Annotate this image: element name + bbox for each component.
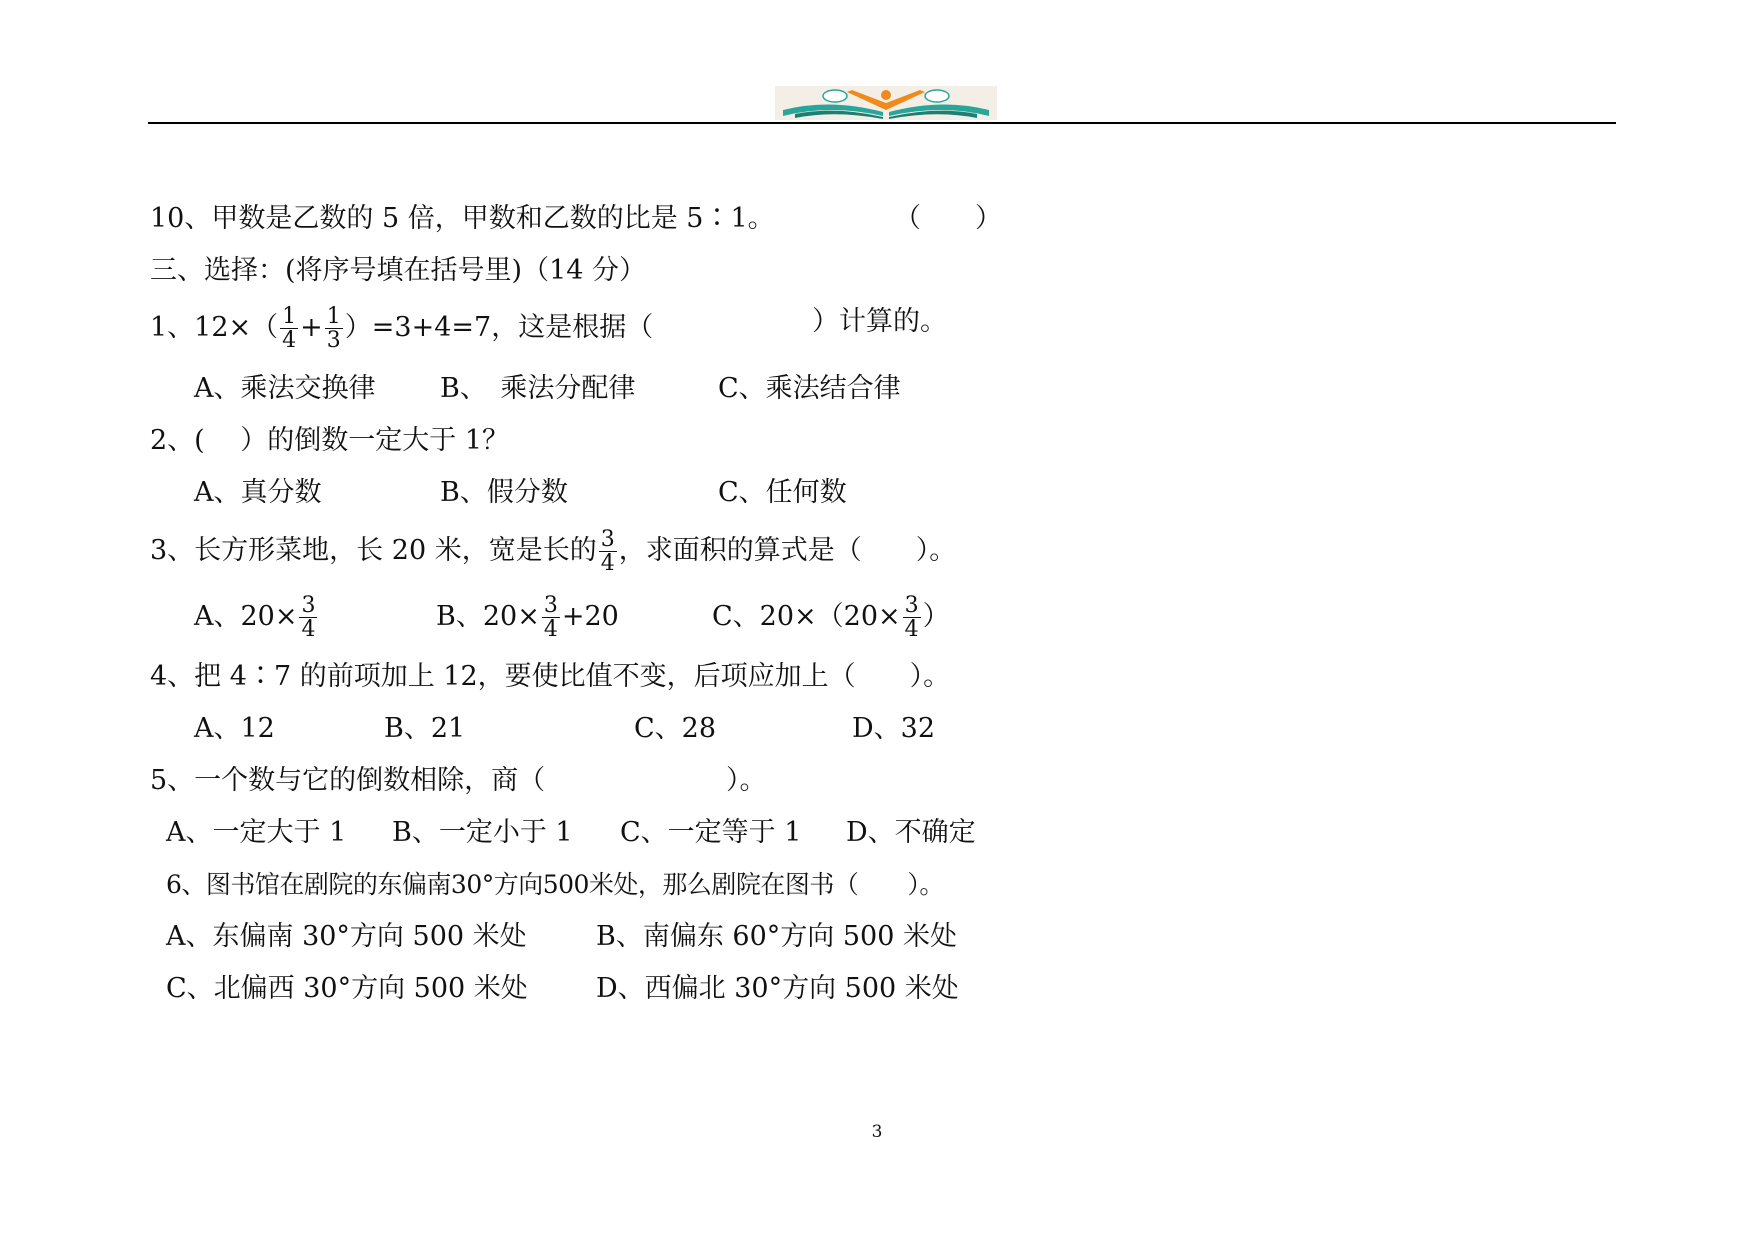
option: A、20× $\frac{3}{4}$ xyxy=(194,593,316,642)
fraction: $\frac{3}{4}$ xyxy=(600,527,615,576)
option: B、一定小于 1 xyxy=(392,817,573,848)
option: C、20×（20× $\frac{3}{4}$ ） xyxy=(712,593,950,642)
question-5-end: ）。 xyxy=(726,765,767,796)
section-3-title: 三、选择：(将序号填在括号里)（14 分） xyxy=(150,255,647,286)
question-10 xyxy=(150,202,775,236)
option: C、任何数 xyxy=(718,477,847,508)
question-1: 1、12×（ $\frac{1}{4}$ + $\frac{1}{3}$ ）=3+4=7，这是根据（ xyxy=(150,304,654,353)
fraction: $\frac{1}{3}$ xyxy=(326,304,341,353)
option: D、32 xyxy=(852,713,936,744)
question-3 xyxy=(150,528,956,575)
option: A、乘法交换律 xyxy=(194,373,376,404)
option: C、28 xyxy=(634,713,717,744)
option: B、假分数 xyxy=(440,477,568,508)
fraction: $\frac{3}{4}$ xyxy=(543,593,558,642)
question-2: 2、( ）的倒数一定大于 1？ xyxy=(150,425,510,456)
option: C、北偏西 30°方向 500 米处 xyxy=(166,973,528,1004)
question-10-text: 10、甲数是乙数的 5 倍，甲数和乙数的比是 5∶1。 xyxy=(150,203,775,234)
question-1-prefix: 1、12×（ xyxy=(150,312,279,343)
option: B、 乘法分配律 xyxy=(440,373,636,404)
option: C、一定等于 1 xyxy=(620,817,802,848)
fraction: $\frac{3}{4}$ xyxy=(904,593,919,642)
option: D、西偏北 30°方向 500 米处 xyxy=(596,973,959,1004)
question-6: 6、图书馆在剧院的东偏南30°方向500米处，那么剧院在图书（ ）。 xyxy=(166,870,944,899)
question-1-suffix: ）=3+4=7，这是根据（ xyxy=(344,312,654,343)
option: A、12 xyxy=(194,713,275,744)
book-logo-icon xyxy=(775,86,997,120)
fraction: $\frac{3}{4}$ xyxy=(301,593,316,642)
option: A、东偏南 30°方向 500 米处 xyxy=(166,921,527,952)
answer-bracket-10: （ ） xyxy=(894,203,1002,234)
option: B、20× $\frac{3}{4}$ +20 xyxy=(436,593,619,642)
question-1-end: ）计算的。 xyxy=(812,306,947,337)
option: B、南偏东 60°方向 500 米处 xyxy=(596,921,957,952)
header-rule xyxy=(148,122,1616,124)
page-number: 3 xyxy=(871,1122,883,1142)
option: A、一定大于 1 xyxy=(166,817,347,848)
question-3-prefix: 3、长方形菜地，长 20 米，宽是长的 xyxy=(150,535,597,566)
fraction: $\frac{1}{4}$ xyxy=(282,304,297,353)
question-5: 5、一个数与它的倒数相除，商（ xyxy=(150,765,546,796)
option: A、真分数 xyxy=(194,477,322,508)
option: D、不确定 xyxy=(846,817,976,848)
question-3-suffix: ，求面积的算式是（ ）。 xyxy=(618,535,957,566)
option: B、21 xyxy=(384,713,466,744)
question-4: 4、把 4∶7 的前项加上 12，要使比值不变，后项应加上（ ）。 xyxy=(150,661,951,692)
option: C、乘法结合律 xyxy=(718,373,901,404)
